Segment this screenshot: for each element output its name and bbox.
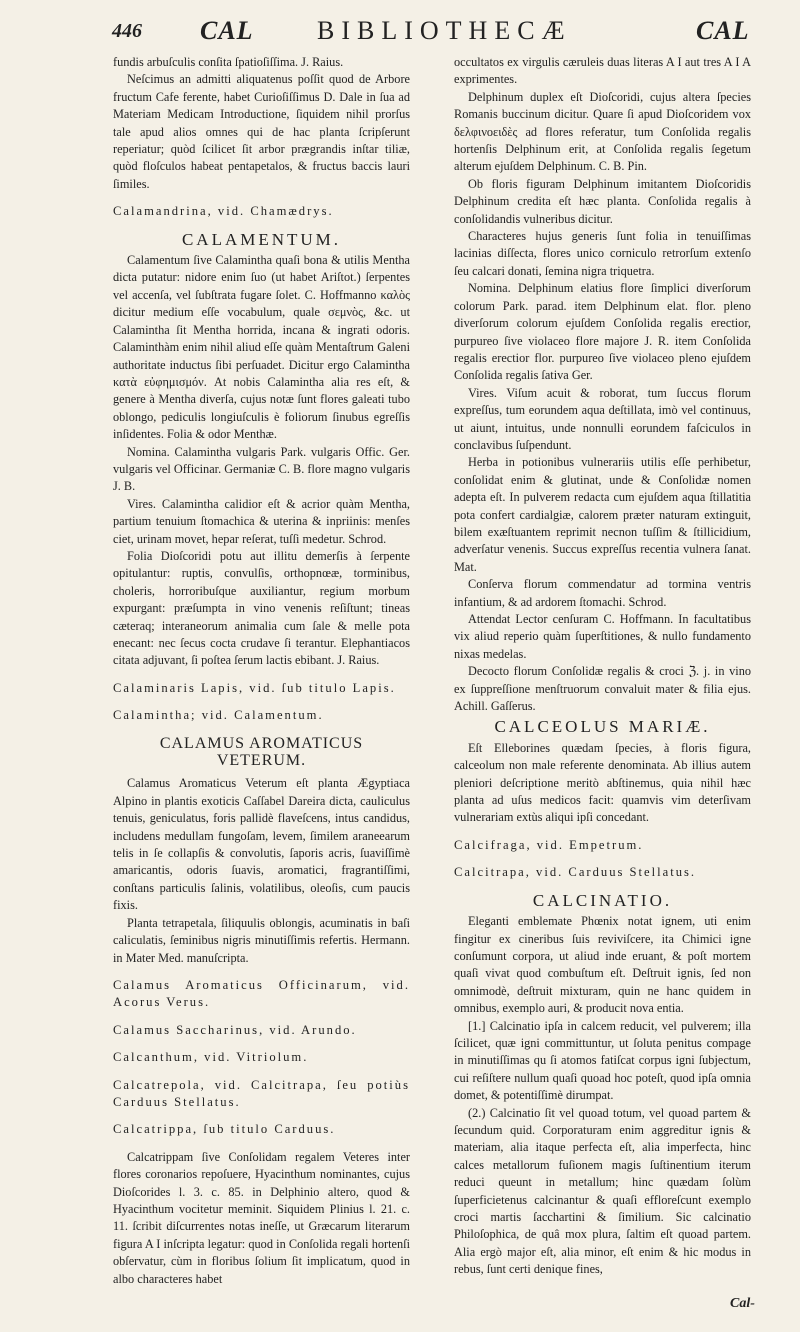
- paragraph: occultatos ex virgulis cæruleis duas literas A I aut tres A I A exprimentes.: [454, 55, 751, 87]
- header-title: BIBLIOTHECÆ: [317, 16, 572, 45]
- paragraph: Nomina. Calamintha vulgaris Park. vulgaris Offic. Ger. vulgaris vel Officinar. Germaniæ C. B. flore magno vulgaris J. B.: [113, 444, 410, 494]
- entry-heading: CALCINATIO.: [532, 890, 673, 910]
- header-left-word: CAL: [200, 16, 254, 45]
- paragraph: Vires. Viſum acuit & roborat, tum ſuccus florum expreſſus, tum eorundem aqua deſtillata, imò vel continuus, ut aiunt, intuitus, unde nonnulli eorundem faſciculos in conclavibus ſuſpendunt.: [454, 385, 751, 452]
- left-column: [113, 54, 410, 1288]
- cross-reference: Calcatrippa, ſub titulo Carduus.: [113, 1122, 336, 1137]
- entry-heading: CALAMUS AROMATICUS VETERUM.: [159, 734, 364, 770]
- header-right-word: CAL: [696, 16, 750, 45]
- right-column: [454, 54, 751, 1279]
- paragraph: Ob floris figuram Delphinum imitantem Dioſcoridis Delphinum credita eſt hæc planta. Conſolida regalis à conſolidandis vulneribus dicitur.: [454, 176, 751, 226]
- paragraph: Eſt Elleborines quædam ſpecies, à floris figura, calceolum non male referente denominata. Ab illius autem pleniori deſcriptione meritò abſtinemus, quia nihil hæc planta ad uſus medicos facit: quamvis vim deterſivam vulnerariam extùs aliqui ipſi concedant.: [454, 740, 751, 825]
- page-number: 446: [112, 20, 142, 42]
- catchword: Cal-: [730, 1296, 755, 1311]
- paragraph: Calamus Aromaticus Veterum eſt planta Ægyptiaca Alpino in plantis exoticis Caſſabel Dareira dicta, cauliculus tenuis, geniculatus, foris pallidè flaveſcens, intus candidus, includens medullam fungoſam, levem, ſimilem araneearum telis in ſe collapſis & convolutis, ſaporis acris, ſuaviſſimè amaricantis, odoris ſuavis, aromatici, fragrantiſſimi, conſtans particulis ſalinis, volatilibus, oleoſis, cum paucis fixis.: [113, 776, 410, 913]
- running-header: [112, 14, 752, 50]
- paragraph: Conſerva florum commendatur ad tormina ventris infantium, & ad ardorem ſtomachi. Schrod.: [454, 577, 751, 609]
- cross-reference: Calamandrina, vid. Chamædrys.: [113, 204, 334, 219]
- cross-reference: Calamus Aromaticus Officinarum, vid. Acorus Verus.: [113, 977, 410, 1010]
- paragraph: Nomina. Delphinum elatius flore ſimplici diverſorum colorum Park. parad. item Delphinum elat. flor. pleno diverſorum colorum ejuſdem Conſolida regalis erectior, purpureo ſive violaceo flore majore J. R. item Conſolida regalis erectior flor. purpureo ſive violaceo pleno ejuſdem Conſolida regalis ſativa Ger.: [454, 281, 751, 383]
- paragraph: Calamentum ſive Calamintha quaſi bona & utilis Mentha dicta putatur: nidore enim ſuo (ut habet Ariſtot.) ſerpentes vel accenſa, vel ſubſtrata fugare ſolet. C. Hoffmanno καλὸς dicitur medium eſſe vocabulum, quale σεμνὸς, &c. ut Calamintha ſit Mentha horrida, incana & ingrati odoris. Calaminthàm enim nihil aliud eſſe quàm Mentaſtrum Galeni authoritate inductus ſibi perſuadet. Dicitur ergo Calamintha κατὰ εὐφημισμόν. At nobis Calamintha alia res eſt, & genere à Mentha diverſa, cujus notæ ſunt flores galeati tubo oblongo, pediculis longiuſculis è foliorum ſinubus egreſſis inſidentes. Folia & odor Menthæ.: [113, 253, 410, 442]
- entry-heading: CALAMENTUM.: [181, 229, 342, 249]
- paragraph: Attendat Lector cenſuram C. Hoffmann. In facultatibus vix aliud reperio quàm ſuperſtitiones, & nullo fundamento nixas medelas.: [454, 612, 751, 661]
- paragraph: Eleganti emblemate Phœnix notat ignem, uti enim fingitur ex cineribus ſuis reviviſcere, ita Chimici igne conſumunt corpora, ut aliud inde eruant, & poſt mortem quaſi vivat quod combuſtum eſt. Deſtruit ignis, ſed non omnimodè, deſtruit mixturam, quin ne hanc quidem in omnibus, exemplo auri, & producit nova entia.: [454, 914, 751, 1016]
- paragraph: Characteres hujus generis ſunt folia in tenuiſſimas lacinias diſſecta, flores unico corniculo retrorſum extenſo ſeu calcari donati, ſemina nigra triquetra.: [454, 229, 751, 278]
- entry-heading: CALCEOLUS MARIÆ.: [494, 717, 711, 737]
- cross-reference: Calamintha; vid. Calamentum.: [113, 708, 324, 723]
- paragraph: Herba in potionibus vulnerariis utilis eſſe perhibetur, conſolidat enim & glutinat, unde & Conſolidæ nomen adepta eſt. In pulverem redacta cum ejuſdem aqua ſtillatitia pota confert cardialgiæ, calorem præter naturam extinguit, bilem exæſtuantem reprimit necnon tuſſim & ſtillicidium, adverſatur venenis. Succus expreſſus recentia vulnera ſanat. Mat.: [454, 455, 751, 574]
- cross-reference: Calcatrepola, vid. Calcitrapa, ſeu potiùs Carduus Stellatus.: [113, 1077, 410, 1109]
- cross-reference: Calcifraga, vid. Empetrum.: [454, 837, 644, 852]
- paragraph: Folia Dioſcoridi potu aut illitu demerſis à ſerpente opitulantur: ruptis, convulſis, orthopnœæ, torminibus, choleris, horroribuſque auxiliantur, regium morbum expurgant: præſumpta in vino venenis reſiſtunt; tineas cæteraq; interaneorum animalia cum ſale & melle pota enecant: nec ſecus cocta crudave ſi terantur. Elephantiacos citata adjuvant, ſi poſtea ſerum lactis ebibant. J. Raius.: [113, 548, 410, 668]
- paragraph: fundis arbuſculis conſita ſpatioſiſſima. J. Raius.: [113, 55, 344, 69]
- paragraph: Delphinum duplex eſt Dioſcoridi, cujus altera ſpecies Romanis buccinum dicitur. Quare ſi apud Dioſcoridem vox δελφινοειδὲς ad flores referatur, tum Conſolida regalis hortenſis Delphinum erit, at Conſolida regalis ſegetum alterum ejuſdem Delphinum. C. B. Pin.: [454, 89, 751, 174]
- paragraph: Calcatrippam ſive Conſolidam regalem Veteres inter flores coronarios repoſuere, Hyacinthum nominantes, cujus Dioſcorides l. 3. c. 85. in Delphinio altero, quod & Hyacinthum vocitetur meminit. Siquidem Plinius l. 21. c. 11. ſcribit diſcurrentes notas ineſſe, ut Græcarum literarum figura A I inſcripta legatur: quod in Conſolida regali hortenſi obſervatur, cùm in floribus ſolium ſit implicatum, quod in albo characteres habet: [113, 1149, 410, 1286]
- cross-reference: Calamus Saccharinus, vid. Arundo.: [113, 1022, 357, 1037]
- paragraph: Neſcimus an admitti aliquatenus poſſit quod de Arbore fructum Cafe ferente, habet Curioſiſſimus D. Dale in ſua ad Materiam Medicam Introductione, ſiquidem nihil prorſus tale apud alios omnes qui de hac planta ſcripſerunt reperiatur; quòd ſcilicet ſit arbor prægrandis inſtar tiliæ, quòd floſculos habeat pentapetalos, & fructus baccis lauri ſimiles.: [113, 72, 410, 191]
- paragraph: [1.] Calcinatio ipſa in calcem reducit, vel pulverem; illa ſcilicet, quæ igni committuntur, ut ſoluta penitus compage in minutiſſimas qu ſi atomos fatiſcat corpus igni ſubjectum, cui reſiſtere nullum quaſi quoad hoc poteſt, quod ipſa omnia domet, & potentiſſimè dirumpat.: [454, 1018, 751, 1103]
- paragraph: Decocto florum Conſolidæ regalis & croci ℨ. j. in vino ex ſuppreſſione menſtruorum convaluit mater & filia ejus. Achill. Gaſſerus.: [454, 664, 751, 714]
- paragraph: Planta tetrapetala, ſiliquulis oblongis, acuminatis in baſi caliculatis, ſeminibus nigris minutiſſimis refertis. Hermann. in Mater Med. manuſcripta.: [113, 915, 410, 965]
- paragraph: (2.) Calcinatio ſit vel quoad totum, vel quoad partem & ſecundum quid. Corporaturam enim aggreditur ignis & materiam, alia itaque perfecta eſt, alia imperfecta, hinc calces metallorum fuſionem magis ſuſtinentium iterum reduci queunt in metallum; hinc quædam ſolùm ſuperficietenus calcinantur & quaſi effloreſcunt exemplo croci martis ſacchartini & ſimilium. Sic calcinatio Philoſophica, de quâ mox plura, ſaltim eſt quoad partem. Alia ergò major eſt, alia minor, eſt enim & hic modus in rebus, ſunt certi denique fines,: [454, 1105, 751, 1277]
- cross-reference: Calaminaris Lapis, vid. ſub titulo Lapis.: [113, 680, 396, 695]
- cross-reference: Calcanthum, vid. Vitriolum.: [113, 1050, 309, 1065]
- cross-reference: Calcitrapa, vid. Carduus Stellatus.: [454, 865, 697, 880]
- paragraph: Vires. Calamintha calidior eſt & acrior quàm Mentha, partium tenuium ſtomachica & uterina & inpriinis: menſes ciet, urinam movet, hepar reſerat, tuſſi medetur. Schrod.: [113, 496, 410, 546]
